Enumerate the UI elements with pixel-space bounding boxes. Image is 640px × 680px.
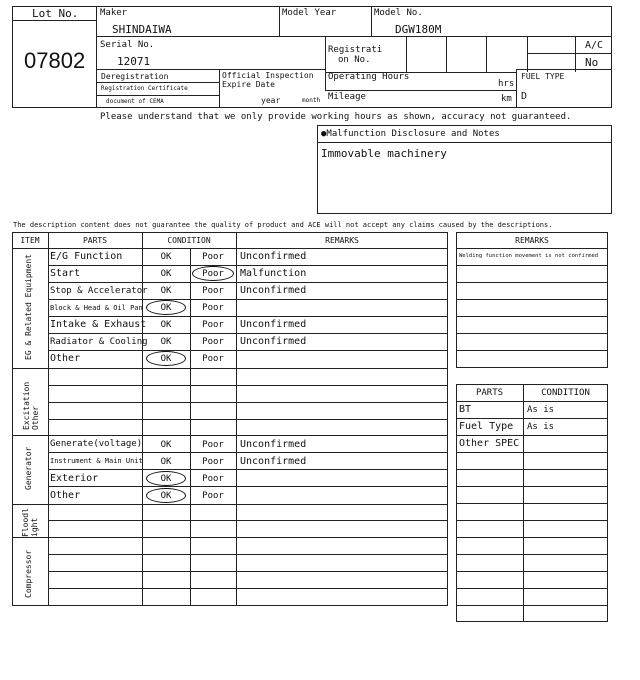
eg-poor-3: Poor (202, 286, 224, 296)
lot-value: 07802 (24, 48, 86, 73)
month-label: month (302, 97, 321, 104)
deregistration-label: Deregistration (101, 72, 169, 81)
year-label: year (261, 96, 281, 105)
registration-label-1: Registrati (328, 45, 383, 55)
right-condition-2: As is (527, 422, 555, 432)
eg-part-2: Start (50, 268, 81, 279)
right-part-3: Other SPEC (459, 438, 520, 449)
right-condition-1: As is (527, 405, 555, 415)
eg-ok-3: OK (160, 286, 172, 296)
gen-part-1: Generate(voltage) (50, 439, 143, 449)
registration-certificate-label: Registration Certificate (101, 85, 188, 92)
gen-part-3: Exterior (50, 473, 99, 484)
right-remarks-header: REMARKS (515, 236, 549, 245)
eg-poor-4: Poor (202, 303, 224, 313)
fuel-type-label: FUEL TYPE (521, 72, 565, 81)
eg-part-5: Intake & Exhaust (50, 319, 147, 330)
eg-part-1: E/G Function (50, 251, 123, 262)
eg-ok-1: OK (160, 252, 172, 262)
model-no-value: DGW180M (395, 23, 442, 36)
cema-document-label: document of CEMA (106, 98, 164, 105)
gen-ok-4: OK (160, 491, 172, 501)
gen-remark-2: Unconfirmed (240, 456, 307, 467)
eg-ok-4: OK (160, 303, 172, 313)
gen-poor-3: Poor (202, 474, 224, 484)
group-compressor: Compressor (24, 549, 33, 598)
eg-ok-5: OK (160, 320, 172, 330)
group-eg: EG & Related Equipment (24, 254, 33, 360)
mileage-label: Mileage (328, 92, 366, 102)
parts-header: PARTS (82, 236, 108, 245)
eg-poor-2: Poor (202, 269, 224, 279)
eg-ok-7-circle (146, 351, 186, 366)
eg-part-3: Stop & Accelerator (50, 286, 148, 296)
registration-label-2: on No. (338, 55, 371, 65)
gen-ok-4-circle (146, 488, 186, 503)
eg-poor-2-circle (192, 266, 234, 281)
eg-part-4: Block & Head & Oil Pan (50, 304, 143, 312)
hrs-label: hrs (498, 79, 515, 89)
eg-remark-6: Unconfirmed (240, 336, 307, 347)
gen-part-2: Instrument & Main Unit (50, 457, 143, 465)
gen-ok-1: OK (160, 440, 172, 450)
disclaimer: The description content does not guarantee the quality of product and ACE will not accept any claims caused by the descriptions. (13, 221, 553, 229)
lot-label: Lot No. (32, 7, 79, 20)
eg-remark-5: Unconfirmed (240, 319, 307, 330)
item-header: ITEM (20, 236, 40, 245)
malfunction-title: ●Malfunction Disclosure and Notes (321, 129, 500, 139)
ac-label: A/C (585, 40, 604, 51)
right-part-2: Fuel Type (459, 421, 514, 432)
fuel-type-value: D (521, 91, 528, 102)
malfunction-text: Immovable machinery (321, 147, 447, 160)
eg-poor-1: Poor (202, 252, 224, 262)
gen-ok-2: OK (160, 457, 172, 467)
maker-label: Maker (100, 8, 128, 18)
eg-remark-3: Unconfirmed (240, 285, 307, 296)
gen-poor-1: Poor (202, 440, 224, 450)
eg-remark-1: Unconfirmed (240, 251, 307, 262)
eg-ok-2: OK (160, 269, 172, 279)
hours-notice: Please understand that we only provide working hours as shown, accuracy not guaranteed. (100, 112, 572, 122)
group-floodlight: Floodl ight (21, 508, 39, 537)
right-condition-header: CONDITION (541, 388, 590, 398)
right-part-1: BT (459, 404, 472, 415)
eg-ok-7: OK (160, 354, 172, 364)
right-parts-header: PARTS (475, 388, 504, 398)
eg-poor-5: Poor (202, 320, 224, 330)
right-remark-1: Welding function movement is not confirmed (459, 253, 599, 259)
serial-label: Serial No. (100, 40, 155, 50)
remarks-header: REMARKS (325, 236, 359, 245)
gen-ok-3-circle (146, 471, 186, 486)
eg-ok-6: OK (160, 337, 172, 347)
group-generator: Generator (24, 446, 33, 490)
group-excitation: Excitation Other (22, 381, 40, 430)
maker-value: SHINDAIWA (112, 23, 172, 36)
eg-poor-6: Poor (202, 337, 224, 347)
inspection-label-1: Official Inspection (222, 71, 314, 80)
eg-ok-4-circle (146, 300, 186, 315)
gen-ok-3: OK (160, 474, 172, 484)
ac-value: No (585, 56, 599, 69)
gen-part-4: Other (50, 490, 81, 501)
serial-value: 12071 (117, 55, 151, 68)
inspection-label-2: Expire Date (222, 80, 275, 89)
gen-remark-1: Unconfirmed (240, 439, 307, 450)
eg-poor-7: Poor (202, 354, 224, 364)
eg-part-7: Other (50, 353, 81, 364)
gen-poor-4: Poor (202, 491, 224, 501)
operating-hours-label: Operating Hours (328, 72, 410, 82)
eg-remark-2: Malfunction (240, 268, 307, 279)
eg-part-6: Radiator & Cooling (50, 337, 148, 347)
km-label: km (501, 94, 512, 104)
model-year-label: Model Year (282, 8, 337, 18)
gen-poor-2: Poor (202, 457, 224, 467)
condition-header: CONDITION (167, 236, 211, 245)
model-no-label: Model No. (374, 8, 423, 18)
